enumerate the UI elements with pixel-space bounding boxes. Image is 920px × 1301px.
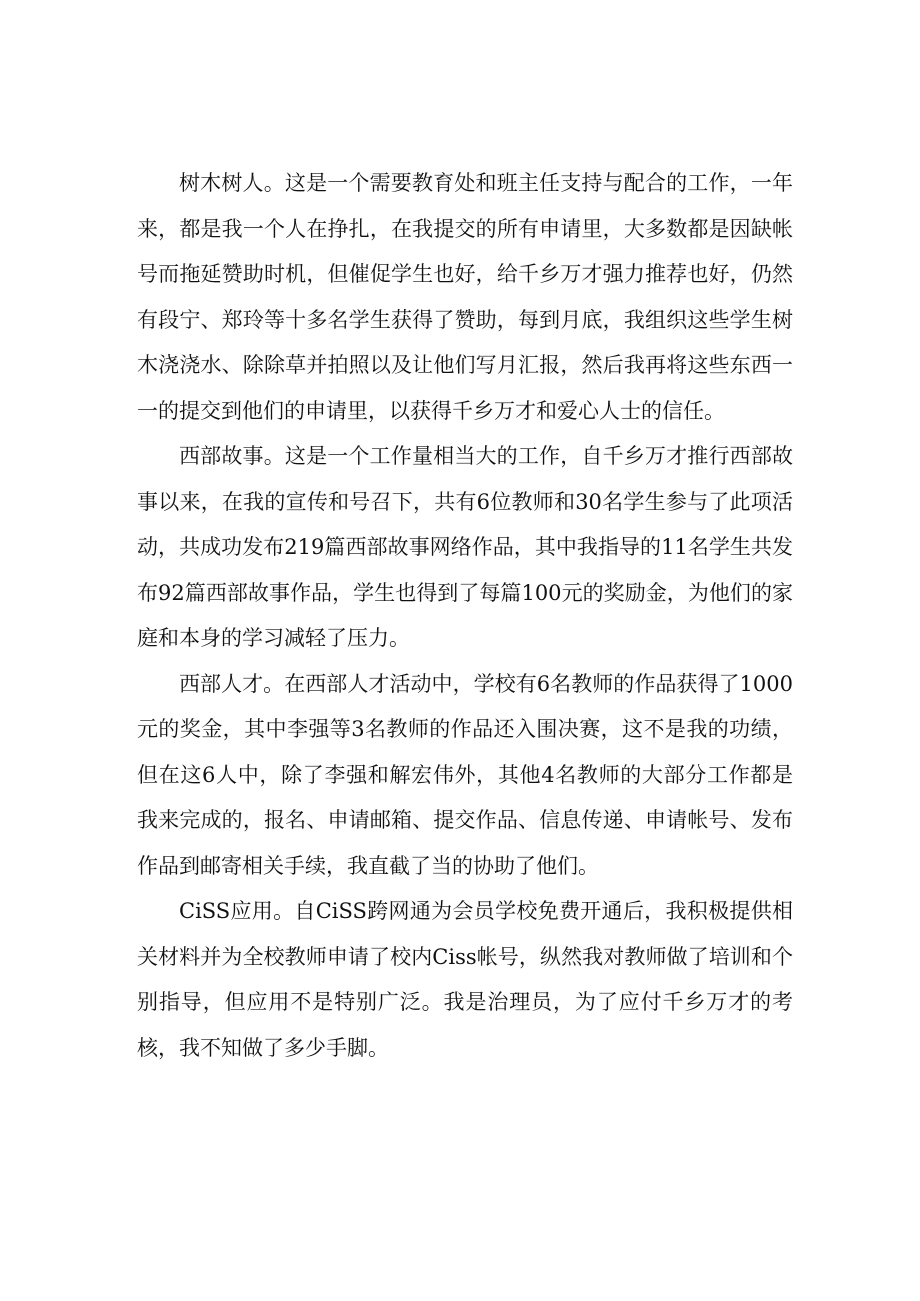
paragraph-western-stories: 西部故事。这是一个工作量相当大的工作，自千乡万才推行西部故事以来，在我的宣传和号召下，共有6位教师和30名学生参与了此项活动，共成功发布219篇西部故事网络作品，其中我指导的11名学生共发布92篇西部故事作品，学生也得到了每篇100元的奖励金，为他们的家庭和本身的学习减轻了压力。 [137, 444, 793, 650]
paragraph-tree-planting: 树木树人。这是一个需要教育处和班主任支持与配合的工作，一年来，都是我一个人在挣扎，在我提交的所有申请里，大多数都是因缺帐号而拖延赞助时机，但催促学生也好，给千乡万才强力推荐也好，仍然有段宁、郑玲等十多名学生获得了赞助，每到月底，我组织这些学生树木浇浇水、除除草并拍照以及让他们写月汇报，然后我再将这些东西一一的提交到他们的申请里，以获得千乡万才和爱心人士的信任。 [137, 171, 793, 423]
paragraph-ciss-application: CiSS应用。自CiSS跨网通为会员学校免费开通后，我积极提供相关材料并为全校教师申请了校内Ciss帐号，纵然我对教师做了培训和个别指导，但应用不是特别广泛。我是治理员，为了应付千乡万才的考核，我不知做了多少手脚。 [137, 899, 793, 1060]
paragraph-western-talent: 西部人才。在西部人才活动中，学校有6名教师的作品获得了1000元的奖金，其中李强等3名教师的作品还入围决赛，这不是我的功绩，但在这6人中，除了李强和解宏伟外，其他4名教师的大部分工作都是我来完成的，报名、申请邮箱、提交作品、信息传递、申请帐号、发布作品到邮寄相关手续，我直截了当的协助了他们。 [137, 671, 793, 878]
document-body [137, 161, 793, 1071]
